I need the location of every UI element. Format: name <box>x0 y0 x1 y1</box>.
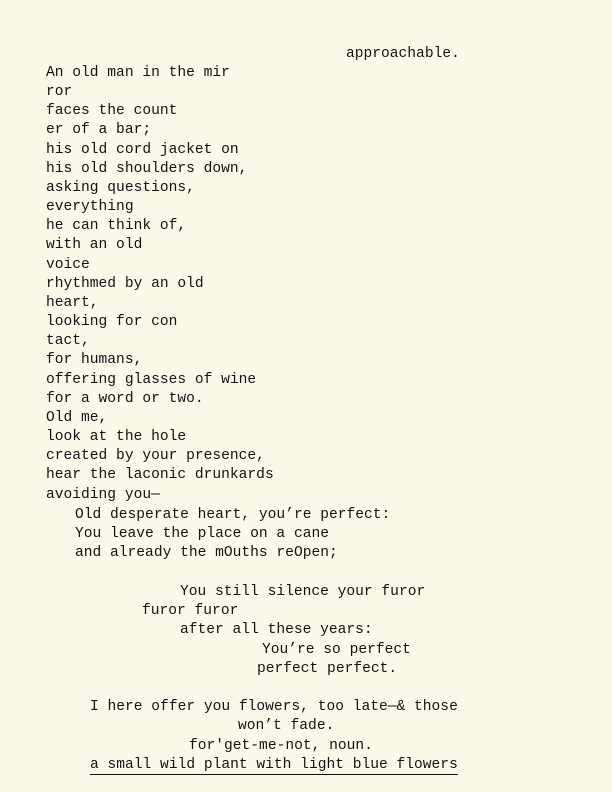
poem-line: everything <box>46 199 134 215</box>
poem-line: rhythmed by an old <box>46 276 204 292</box>
poem-line: You still silence your furor <box>180 584 426 600</box>
poem-line: faces the count <box>46 103 178 119</box>
poem-line: created by your presence, <box>46 448 265 464</box>
poem-line: look at the hole <box>46 429 187 445</box>
poem-line: An old man in the mir <box>46 65 230 81</box>
poem-line: looking for con <box>46 314 178 330</box>
poem-line: ror <box>46 84 73 100</box>
poem-line: won’t fade. <box>238 718 335 734</box>
poem-line: for a word or two. <box>46 391 204 407</box>
poem-line: for humans, <box>46 352 143 368</box>
poem-line: avoiding you— <box>46 487 160 503</box>
poem-line: tact, <box>46 333 90 349</box>
poem-line: heart, <box>46 295 99 311</box>
poem-line: his old shoulders down, <box>46 161 248 177</box>
poem-line: offering glasses of wine <box>46 372 257 388</box>
poem-line: his old cord jacket on <box>46 142 239 158</box>
poem-line: furor furor <box>142 603 239 619</box>
poem-line: Old desperate heart, you’re perfect: <box>75 507 391 523</box>
poem-line: perfect perfect. <box>257 661 398 677</box>
poem-line: I here offer you flowers, too late—& those <box>90 699 458 715</box>
poem-line: asking questions, <box>46 180 195 196</box>
poem-line: er of a bar; <box>46 122 152 138</box>
poem-line: Old me, <box>46 410 108 426</box>
poem-top-line: approachable. <box>346 46 460 62</box>
poem-line: You leave the place on a cane <box>75 526 329 542</box>
poem-line: You’re so perfect <box>262 642 411 658</box>
poem-line: and already the mOuths reOpen; <box>75 545 338 561</box>
poem-line: hear the laconic drunkards <box>46 467 274 483</box>
poem-line: after all these years: <box>180 622 373 638</box>
poem-line: with an old <box>46 237 143 253</box>
poem-definition-underlined: a small wild plant with light blue flowers <box>90 757 458 773</box>
poem-line: voice <box>46 257 90 273</box>
poem-line: for'get-me-not, noun. <box>189 738 373 754</box>
poem-line: he can think of, <box>46 218 187 234</box>
